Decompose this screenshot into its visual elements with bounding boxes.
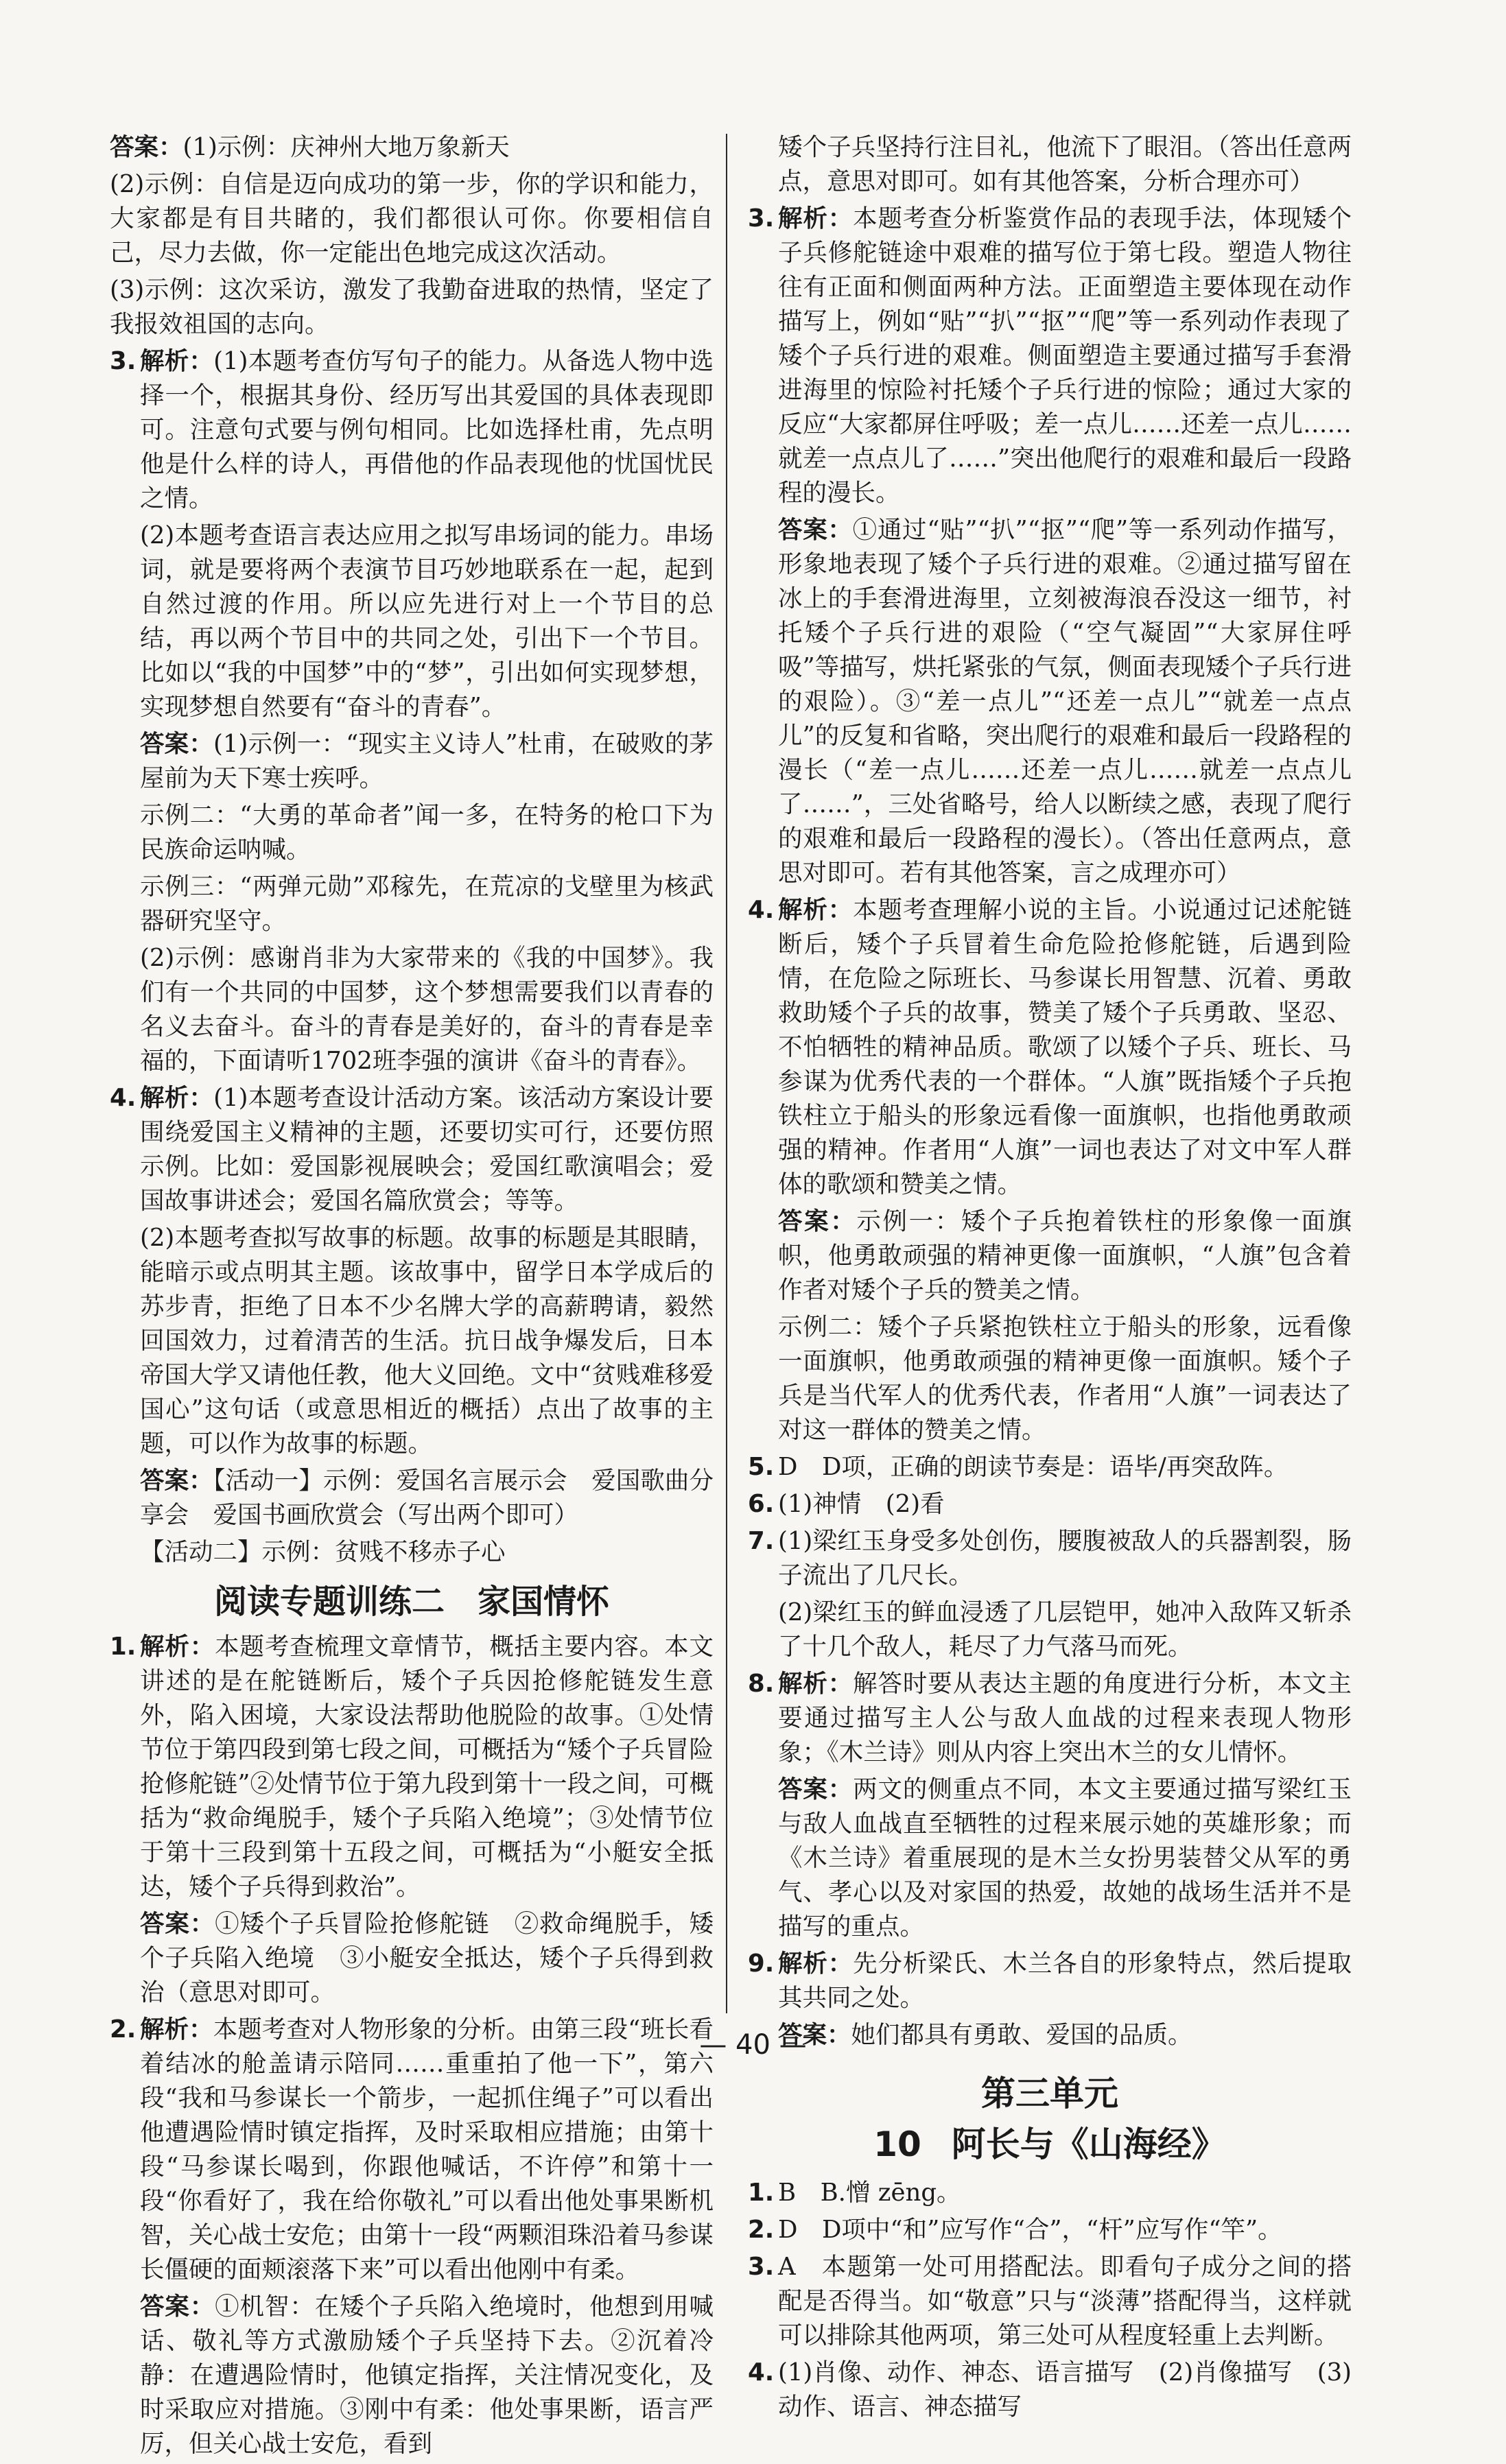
lesson-title — [748, 2118, 1352, 2170]
column-divider — [726, 134, 727, 2013]
question-4-analysis: 4. 解析：(1)本题考查设计活动方案。该活动方案设计要围绕爱国主义精神的主题，还要切实可行，还要仿照示例。比如：爱国影视展映会；爱国红歌演唱会；爱国故事讲述会；爱国名篇欣赏会；等等。 — [110, 1084, 714, 1215]
page-number: — 40 — — [699, 2029, 807, 2061]
question-4-analysis-2: (2)本题考查拟写故事的标题。故事的标题是其眼睛，能暗示或点明其主题。该故事中，留学日本学成后的苏步青，拒绝了日本不少名牌大学的高薪聘请，毅然回国效力，过着清苦的生活。抗日战争爆发后，日本帝国大学又请他任教，他大义回绝。文中“贫贱难移爱国心”这句话（或意思相近的概括）点出了故事的主题，可以作为故事的标题。 — [140, 1224, 714, 1458]
right-question-4-answer-2: 示例二：矮个子兵紧抱铁柱立于船头的形象，远看像一面旗帜，他勇敢顽强的精神更像一面旗帜。矮个子兵是当代军人的优秀代表，作者用“人旗”一词表达了对这一群体的赞美之情。 — [778, 1313, 1352, 1444]
question-7-part-2: (2)梁红玉的鲜血浸透了几层铠甲，她冲入敌阵又斩杀了十几个敌人，耗尽了力气落马而死。 — [778, 1598, 1352, 1661]
right-column — [748, 130, 1352, 2427]
question-3-answer-4: (2)示例：感谢肖非为大家带来的《我的中国梦》。我们有一个共同的中国梦，这个梦想需要我们以青春的名义去奋斗。奋斗的青春是美好的，奋斗的青春是幸福的，下面请听1702班李强的演讲《奋斗的青春》。 — [140, 944, 714, 1075]
section-title: 阅读专题训练二 家国情怀 — [213, 1583, 609, 1621]
answer-continuation: 矮个子兵坚持行注目礼，他流下了眼泪。（答出任意两点，意思对即可。如有其他答案，分析合理亦可） — [778, 133, 1352, 196]
left-column — [110, 130, 714, 2464]
question-3-answer-2: 示例二：“大勇的革命者”闻一多，在特务的枪口下为民族命运呐喊。 — [140, 801, 714, 864]
question-5: 5. D D项，正确的朗读节奏是：语毕/再突敌阵。 — [748, 1453, 1289, 1481]
unit-title: 第三单元 — [981, 2074, 1118, 2113]
lesson-question-3: 3. A 本题第一处可用搭配法。即看句子成分之间的搭配是否得当。如“敬意”只与“淡薄”搭配得当，这样就可以排除其他两项，第三处可从程度轻重上去判断。 — [748, 2253, 1352, 2349]
question-8-analysis: 8. 解析：解答时要从表达主题的角度进行分析，本文主要通过描写主人公与敌人血战的过程来表现人物形象；《木兰诗》则从内容上突出木兰的女儿情怀。 — [748, 1670, 1352, 1766]
lesson-name: 阿长与《山海经》 — [951, 2124, 1226, 2164]
answer-block: (2)示例：自信是迈向成功的第一步，你的学识和能力，大家都是有目共睹的，我们都很认可你。你要相信自己，尽力去做，你一定能出色地完成这次活动。 — [110, 170, 714, 267]
right-question-4-analysis: 4. 解析：本题考查理解小说的主旨。小说通过记述舵链断后，矮个子兵冒着生命危险抢修舵链，后遇到险情，在危险之际班长、马参谋长用智慧、沉着、勇敢救助矮个子兵的故事，赞美了矮个子兵勇敢、坚忍、不怕牺牲的精神品质。歌颂了以矮个子兵、班长、马参谋为优秀代表的一个群体。“人旗”既指矮个子兵抱铁柱立于船头的形象远看像一面旗帜，也指他勇敢顽强的精神。作者用“人旗”一词也表达了对文中军人群体的歌颂和赞美之情。 — [748, 896, 1352, 1198]
section-question-1-analysis: 1. 解析：本题考查梳理文章情节，概括主要内容。本文讲述的是在舵链断后，矮个子兵因抢修舵链发生意外，陷入困境，大家设法帮助他脱险的故事。①处情节位于第四段到第七段之间，可概括为“矮个子兵冒险抢修舵链”②处情节位于第九段到第十一段之间，可概括为“救命绳脱手，矮个子兵陷入绝境”；③处情节位于第十三段到第十五段之间，可概括为“小艇安全抵达，矮个子兵得到救治”。 — [110, 1633, 714, 1901]
section-question-2-answer: 答案：①机智：在矮个子兵陷入绝境时，他想到用喊话、敬礼等方式激励矮个子兵坚持下去。②沉着冷静：在遭遇险情时，他镇定指挥，关注情况变化，及时采取应对措施。③刚中有柔：他处事果断，语言严厉，但关心战士安危，看到 — [140, 2293, 714, 2458]
question-9-answer: 答案：她们都具有勇敢、爱国的品质。 — [778, 2021, 1192, 2049]
section-question-1-answer: 答案：①矮个子兵冒险抢修舵链 ②救命绳脱手，矮个子兵陷入绝境 ③小艇安全抵达，矮个子兵得到救治（意思对即可。 — [140, 1910, 714, 2006]
question-4-answer: 答案：【活动一】示例：爱国名言展示会 爱国歌曲分享会 爱国书画欣赏会（写出两个即可） — [140, 1467, 714, 1529]
right-question-3-answer: 答案：①通过“贴”“扒”“抠”“爬”等一系列动作描写，形象地表现了矮个子兵行进的艰难。②通过描写留在冰上的手套滑进海里，立刻被海浪吞没这一细节，衬托矮个子兵行进的艰险（“空气凝固”“大家屏住呼吸”等描写，烘托紧张的气氛，侧面表现矮个子兵行进的艰险）。③“差一点儿”“还差一点儿”“就差一点点儿”的反复和省略，突出爬行的艰难和最后一段路程的漫长（“差一点儿……还差一点儿……就差一点点儿了……”，三处省略号，给人以断续之感，表现了爬行的艰难和最后一段路程的漫长）。（答出任意两点，意思对即可。若有其他答案，言之成理亦可） — [778, 516, 1352, 887]
lesson-number: 10 — [873, 2124, 921, 2164]
section-question-2-analysis: 2. 解析：本题考查对人物形象的分析。由第三段“班长看着结冰的舱盖请示陪同……重重拍了他一下”，第六段“我和马参谋长一个箭步，一起抓住绳子”可以看出他遭遇险情时镇定指挥，及时采取相应措施；由第十段“马参谋长喝到，你跟他喊话，不许停”和第十一段“你看好了，我在给你敬礼”可以看出他处事果断机智，关心战士安危；由第十一段“两颗泪珠沿着马参谋长僵硬的面颊滚落下来”可以看出他刚中有柔。 — [110, 2015, 714, 2284]
question-9-analysis: 9. 解析：先分析梁氏、木兰各自的形象特点，然后提取其共同之处。 — [748, 1950, 1352, 2012]
right-question-3-analysis: 3. 解析：本题考查分析鉴赏作品的表现手法，体现矮个子兵修舵链途中艰难的描写位于第七段。塑造人物往往有正面和侧面两种方法。正面塑造主要体现在动作描写上，例如“贴”“扒”“抠”“爬”等一系列动作表现了矮个子兵行进的艰难。侧面塑造主要通过描写手套滑进海里的惊险衬托矮个子兵行进的惊险；通过大家的反应“大家都屏住呼吸；差一点儿……还差一点儿……就差一点点儿了……”突出他爬行的艰难和最后一段路程的漫长。 — [748, 204, 1352, 507]
question-7: 7. (1)梁红玉身受多处创伤，腰腹被敌人的兵器割裂，肠子流出了几尺长。 — [748, 1527, 1352, 1589]
question-4-answer-2: 【活动二】示例：贫贱不移赤子心 — [140, 1538, 506, 1566]
lesson-question-4: 4. (1)肖像、动作、神态、语言描写 (2)肖像描写 (3)动作、语言、神态描写 — [748, 2358, 1352, 2421]
right-question-4-answer: 答案：示例一：矮个子兵抱着铁柱的形象像一面旗帜，他勇敢顽强的精神更像一面旗帜，“人旗”包含着作者对矮个子兵的赞美之情。 — [778, 1207, 1352, 1304]
question-6: 6. (1)神情 (2)看 — [748, 1490, 945, 1518]
question-3-analysis-2: (2)本题考查语言表达应用之拟写串场词的能力。串场词，就是要将两个表演节目巧妙地联系在一起，起到自然过渡的作用。所以应先进行对上一个节目的总结，再以两个节目中的共同之处，引出下一个节目。比如以“我的中国梦”中的“梦”，引出如何实现梦想，实现梦想自然要有“奋斗的青春”。 — [140, 521, 714, 721]
lesson-question-2: 2. D D项中“和”应写作“合”，“杆”应写作“竿”。 — [748, 2216, 1282, 2244]
question-3-analysis: 3. 解析：(1)本题考查仿写句子的能力。从备选人物中选择一个，根据其身份、经历写出其爱国的具体表现即可。注意句式要与例句相同。比如选择杜甫，先点明他是什么样的诗人，再借他的作品表现他的忧国忧民之情。 — [110, 347, 714, 512]
question-8-answer: 答案：两文的侧重点不同，本文主要通过描写梁红玉与敌人血战直至牺牲的过程来展示她的英雄形象；而《木兰诗》着重展现的是木兰女扮男装替父从军的勇气、孝心以及对家国的热爱，故她的战场生活并不是描写的重点。 — [778, 1775, 1352, 1941]
answer-block: (3)示例：这次采访，激发了我勤奋进取的热情，坚定了我报效祖国的志向。 — [110, 276, 714, 338]
lesson-question-1: 1. B B.憎 zēng。 — [748, 2179, 961, 2207]
answer-block: 答案：(1)示例：庆神州大地万象新天 — [110, 133, 510, 161]
question-3-answer-3: 示例三：“两弹元勋”邓稼先，在荒凉的戈壁里为核武器研究坚守。 — [140, 873, 714, 935]
question-3-answer: 答案：(1)示例一：“现实主义诗人”杜甫，在破败的茅屋前为天下寒士疾呼。 — [140, 730, 714, 792]
